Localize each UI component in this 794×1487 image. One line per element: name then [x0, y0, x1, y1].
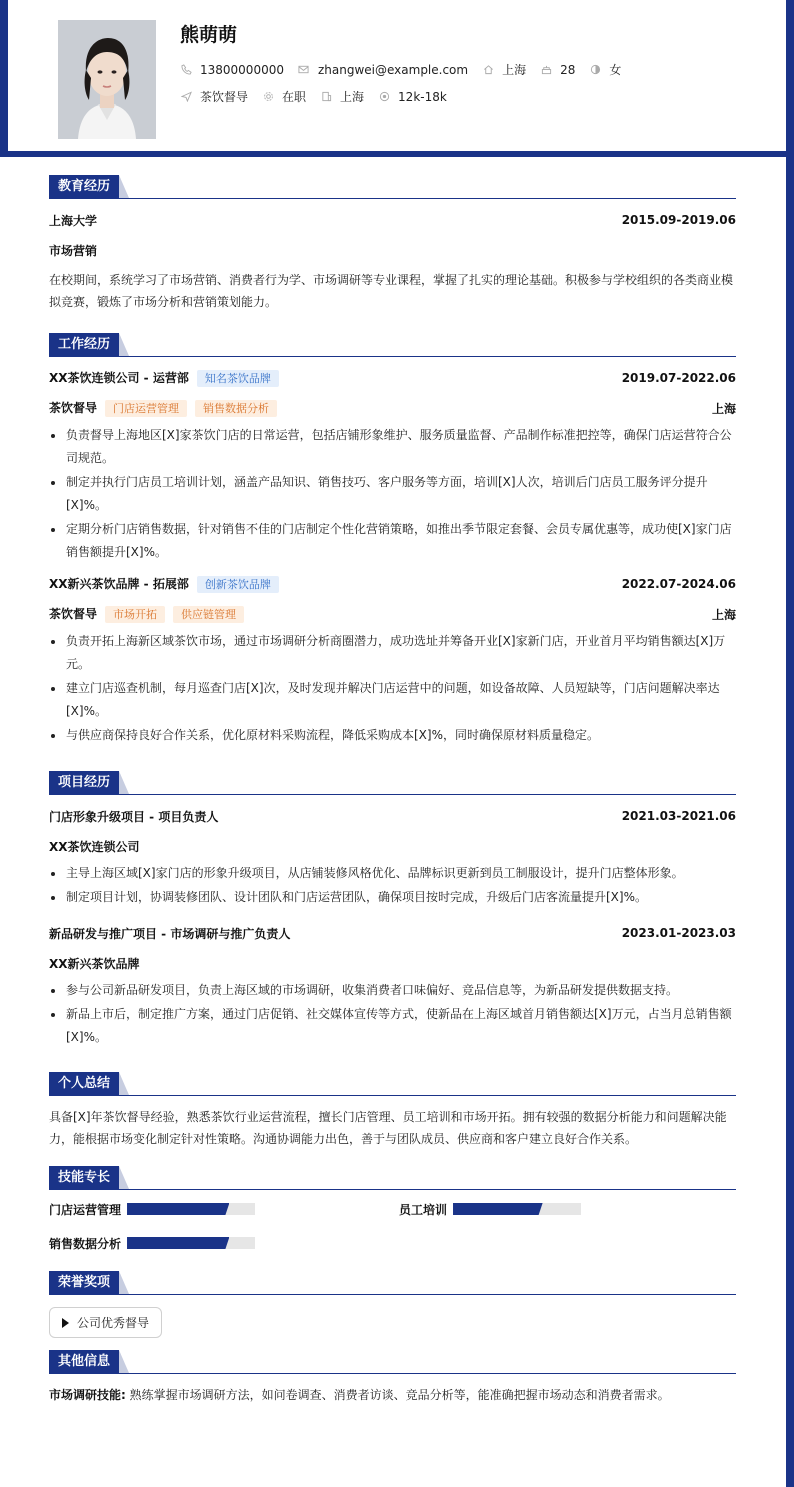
role-name: 茶饮督导: [49, 401, 98, 415]
list-item: 主导上海区域[X]家门店的形象升级项目，从店铺装修风格优化、品牌标识更新到员工制服设计，提升门店整体形象。: [49, 862, 736, 885]
section-title-decoration: [119, 771, 129, 794]
candidate-name: 熊萌萌: [180, 24, 238, 46]
salary-text: 12k-18k: [398, 89, 447, 104]
education-description: 在校期间，系统学习了市场营销、消费者行为学、市场调研等专业课程，掌握了扎实的理论基础。积极参与学校组织的各类商业模拟竞赛，锻炼了市场分析和营销策划能力。: [49, 273, 734, 309]
job-intent-row: [180, 88, 461, 105]
gender-icon: [589, 64, 601, 76]
role-row: [49, 399, 736, 417]
section-header: [49, 333, 736, 357]
skill-tag: 门店运营管理: [105, 400, 187, 417]
mail-icon: [298, 64, 310, 76]
work-date: 2022.07-2024.06: [621, 577, 736, 591]
avatar: [58, 20, 156, 139]
skill-item: [49, 1202, 399, 1216]
section-title: 工作经历: [49, 333, 119, 356]
education-row: [49, 211, 736, 229]
project-bullets: [49, 979, 736, 1049]
work-bullets: [49, 630, 736, 747]
project-item: [49, 807, 736, 909]
list-item: 制定项目计划，协调装修团队、设计团队和门店运营团队，确保项目按时完成，升级后门店客流量提升[X]%。: [49, 886, 736, 909]
phone-text: 13800000000: [200, 62, 284, 77]
header-divider: [0, 151, 794, 157]
section-title: 荣誉奖项: [49, 1271, 119, 1294]
other-text: 熟练掌握市场调研方法，如问卷调查、消费者访谈、竞品分析等，能准确把握市场动态和消费者需求。: [129, 1388, 670, 1402]
project-section: [49, 771, 736, 1049]
section-title-decoration: [119, 1166, 129, 1189]
summary-section: [49, 1072, 736, 1150]
other-info: [49, 1384, 736, 1406]
major-name: 市场营销: [49, 243, 98, 258]
phone-item: [180, 63, 284, 77]
contact-row: [180, 61, 635, 78]
skill-tag: 市场开拓: [105, 606, 165, 623]
company-line: [49, 575, 279, 593]
salary-item: [378, 90, 447, 104]
skills-grid: [49, 1202, 736, 1250]
location-text: 上海: [502, 63, 527, 77]
skill-tag: 供应链管理: [173, 606, 244, 623]
work-date: 2019.07-2022.06: [621, 371, 736, 385]
home-icon: [482, 64, 494, 76]
school-name: 上海大学: [49, 213, 98, 228]
coin-icon: [378, 91, 390, 103]
age-text: 28: [560, 62, 576, 77]
section-title: 个人总结: [49, 1072, 119, 1095]
list-item: 参与公司新品研发项目，负责上海区域的市场调研，收集消费者口味偏好、竞品信息等，为新品研发提供数据支持。: [49, 979, 736, 1002]
project-header-row: [49, 924, 736, 942]
project-org-row: [49, 837, 736, 855]
work-city: 上海: [711, 401, 736, 416]
section-title: 教育经历: [49, 175, 119, 198]
company-name: XX新兴茶饮品牌 - 拓展部: [49, 577, 189, 591]
project-item: [49, 924, 736, 1049]
email-item: [298, 63, 468, 77]
status-item: [262, 88, 306, 105]
education-section: [49, 175, 736, 313]
section-title: 技能专长: [49, 1166, 119, 1189]
major-row: [49, 241, 736, 259]
section-title-decoration: [119, 333, 129, 356]
skill-bar-fill: [127, 1203, 229, 1215]
skill-item: [399, 1202, 736, 1216]
skill-name: 门店运营管理: [49, 1202, 122, 1217]
section-header: [49, 1350, 736, 1374]
project-org: XX新兴茶饮品牌: [49, 956, 140, 971]
resume-content: [49, 175, 736, 1406]
list-item: 建立门店巡查机制，每月巡查门店[X]次，及时发现并解决门店运营中的问题，如设备故障、人员短缺等，门店问题解决率达[X]%。: [49, 677, 736, 723]
building-icon: [320, 91, 332, 103]
honors-section: [49, 1271, 736, 1338]
section-title: 其他信息: [49, 1350, 119, 1373]
project-date: 2021.03-2021.06: [621, 809, 736, 823]
section-title-decoration: [119, 1350, 129, 1373]
skills-section: [49, 1166, 736, 1250]
email-text: zhangwei@example.com: [317, 62, 469, 77]
play-icon: [62, 1318, 69, 1328]
list-item: 制定并执行门店员工培训计划，涵盖产品知识、销售技巧、客户服务等方面，培训[X]人次，培训后门店员工服务评分提升[X]%。: [49, 471, 736, 517]
project-title: 门店形象升级项目 - 项目负责人: [49, 809, 219, 824]
honor-badge: [49, 1307, 162, 1338]
status-text: 在职: [282, 90, 307, 104]
section-title: 项目经历: [49, 771, 119, 794]
list-item: 与供应商保持良好合作关系，优化原材料采购流程，降低采购成本[X]%，同时确保原材料质量稳定。: [49, 724, 736, 747]
skill-bar: [127, 1203, 255, 1215]
company-tag: 创新茶饮品牌: [197, 576, 279, 593]
cake-icon: [540, 64, 552, 76]
work-header-row: [49, 575, 736, 593]
project-bullets: [49, 862, 736, 909]
role-name: 茶饮督导: [49, 607, 98, 621]
section-title-decoration: [119, 1072, 129, 1095]
list-item: 定期分析门店销售数据，针对销售不佳的门店制定个性化营销策略，如推出季节限定套餐、会员专属优惠等，成功使[X]家门店销售额提升[X]%。: [49, 518, 736, 564]
profile-header: [8, 0, 786, 151]
frame-border-left: [0, 0, 8, 151]
skill-bar: [127, 1237, 255, 1249]
skill-name: 员工培训: [399, 1202, 448, 1217]
section-title-decoration: [119, 1271, 129, 1294]
skill-name: 销售数据分析: [49, 1236, 122, 1251]
project-date: 2023.01-2023.03: [621, 926, 736, 940]
gender-text: 女: [609, 63, 622, 77]
position-text: 茶饮督导: [200, 90, 249, 104]
section-header: [49, 175, 736, 199]
summary-text: 具备[X]年茶饮督导经验，熟悉茶饮行业运营流程，擅长门店管理、员工培训和市场开拓。拥有较强的数据分析能力和问题解决能力，能根据市场变化制定针对性策略。沟通协调能力出色，善于与团队成员、供应商和客户建立良好合作关系。: [49, 1110, 727, 1146]
skill-item: [49, 1236, 399, 1250]
age-item: [540, 63, 575, 77]
honor-text: 公司优秀督导: [77, 1316, 150, 1330]
company-line: [49, 369, 279, 387]
list-item: 负责开拓上海新区域茶饮市场，通过市场调研分析商圈潜力，成功选址并筹备开业[X]家新门店，开业首月平均销售额达[X]万元。: [49, 630, 736, 676]
skill-tag: 销售数据分析: [195, 400, 277, 417]
project-title: 新品研发与推广项目 - 市场调研与推广负责人: [49, 926, 291, 941]
other-section: [49, 1350, 736, 1406]
send-icon: [180, 91, 192, 103]
company-name: XX茶饮连锁公司 - 运营部: [49, 371, 189, 385]
gender-item: [589, 61, 621, 78]
other-label: 市场调研技能:: [49, 1388, 126, 1402]
skill-bar: [453, 1203, 581, 1215]
city-item: [320, 88, 364, 105]
work-item: [49, 369, 736, 564]
section-header: [49, 771, 736, 795]
work-header-row: [49, 369, 736, 387]
project-org-row: [49, 954, 736, 972]
phone-icon: [180, 64, 192, 76]
section-header: [49, 1271, 736, 1295]
location-item: [482, 61, 526, 78]
work-city: 上海: [711, 607, 736, 622]
work-bullets: [49, 424, 736, 564]
skill-bar-fill: [453, 1203, 543, 1215]
position-item: [180, 88, 248, 105]
project-header-row: [49, 807, 736, 825]
list-item: 新品上市后，制定推广方案，通过门店促销、社交媒体宣传等方式，使新品在上海区域首月销售额达[X]万元，占当月总销售额[X]%。: [49, 1003, 736, 1049]
list-item: 负责督导上海地区[X]家茶饮门店的日常运营，包括店铺形象维护、服务质量监督、产品制作标准把控等，确保门店运营符合公司规范。: [49, 424, 736, 470]
project-org: XX茶饮连锁公司: [49, 839, 140, 854]
frame-border-right: [786, 0, 794, 1487]
section-header: [49, 1166, 736, 1190]
education-date: 2015.09-2019.06: [621, 213, 736, 227]
role-row: [49, 605, 736, 623]
role-line: [49, 605, 244, 623]
work-section: [49, 333, 736, 747]
skill-bar-fill: [127, 1237, 229, 1249]
role-line: [49, 399, 277, 417]
gear-icon: [262, 91, 274, 103]
work-item: [49, 575, 736, 747]
section-header: [49, 1072, 736, 1096]
section-title-decoration: [119, 175, 129, 198]
city-text: 上海: [340, 90, 365, 104]
company-tag: 知名茶饮品牌: [197, 370, 279, 387]
